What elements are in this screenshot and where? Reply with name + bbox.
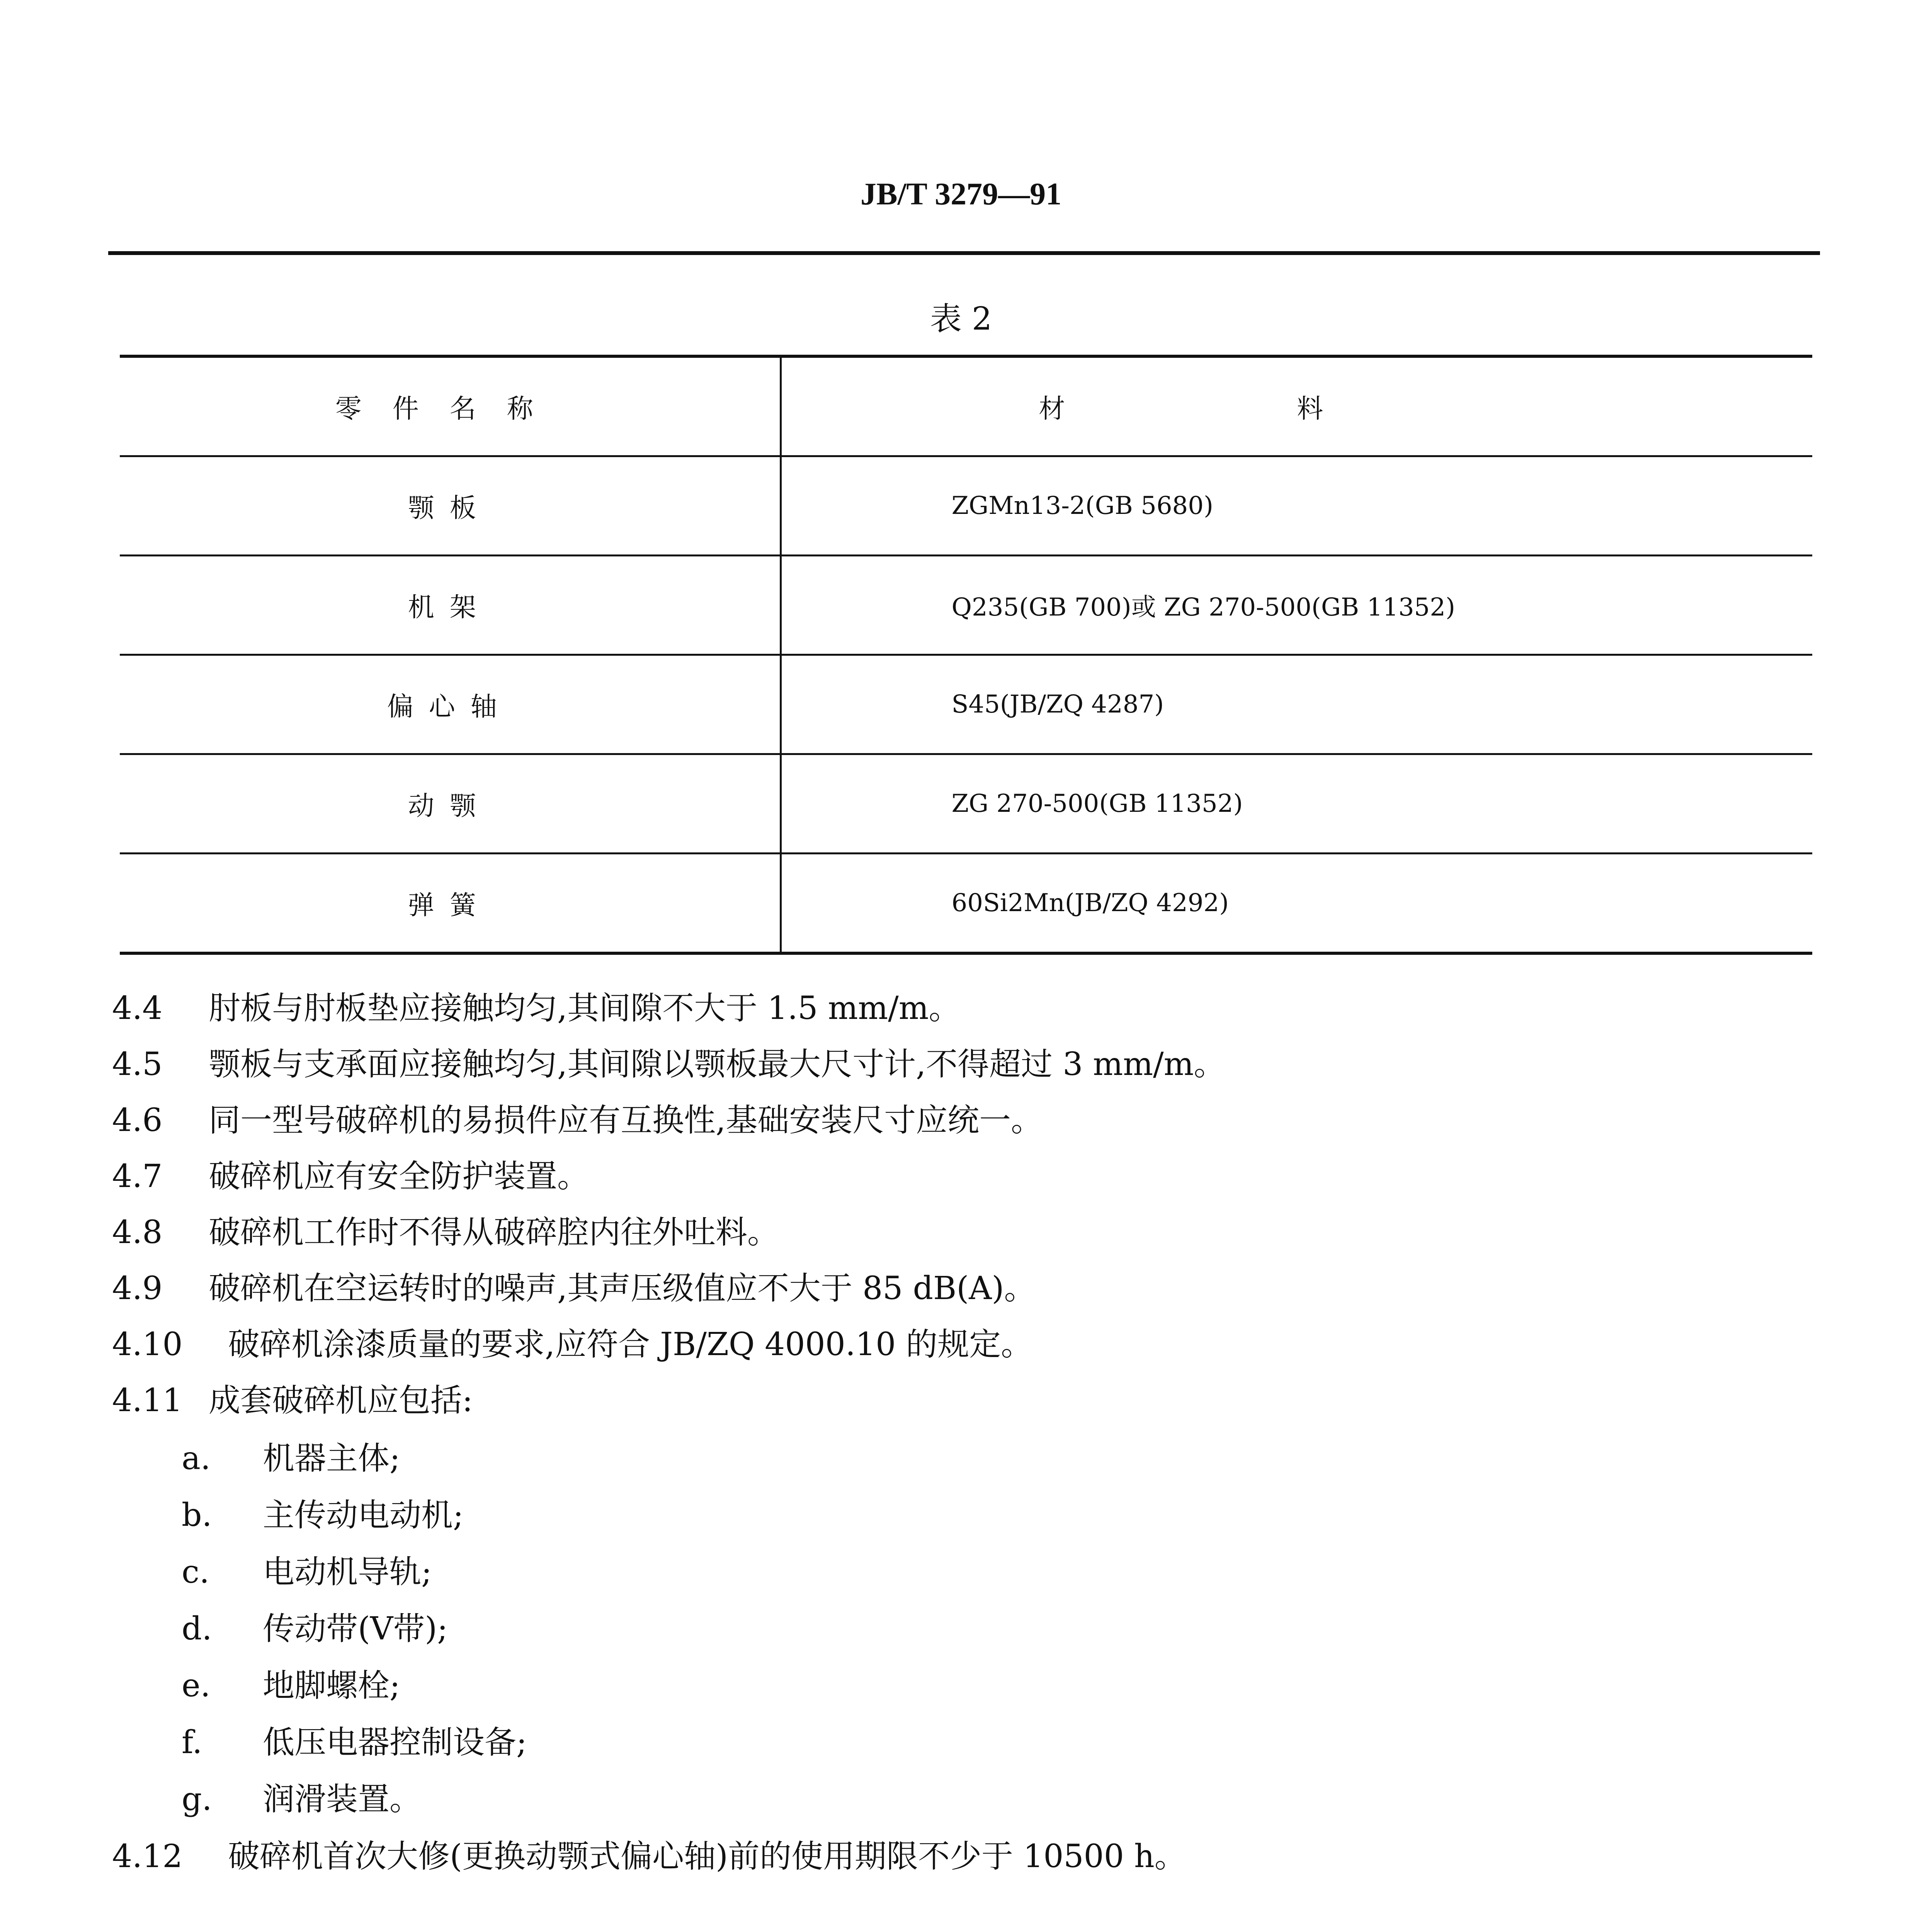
table-header-row xyxy=(120,356,1812,456)
table-row xyxy=(120,556,1812,655)
part-name-cell: 颚板 xyxy=(120,456,781,556)
material-cell: ZGMn13-2(GB 5680) xyxy=(781,456,1812,556)
part-name-cell: 机架 xyxy=(120,556,781,655)
materials-table xyxy=(120,355,1812,955)
material-cell: Q235(GB 700)或 ZG 270-500(GB 11352) xyxy=(781,556,1812,655)
table-row xyxy=(120,456,1812,556)
table-row xyxy=(120,854,1812,954)
header-rule xyxy=(108,251,1820,255)
part-name-cell: 弹簧 xyxy=(120,854,781,954)
standard-code-header: JB/T 3279—91 xyxy=(860,176,1062,211)
table-row xyxy=(120,655,1812,754)
part-name-cell: 偏心轴 xyxy=(120,655,781,754)
header-part-name: 零件名称 xyxy=(120,356,781,456)
header-material: 材料 xyxy=(781,356,1812,456)
material-cell: 60Si2Mn(JB/ZQ 4292) xyxy=(781,854,1812,954)
material-cell: ZG 270-500(GB 11352) xyxy=(781,754,1812,854)
table-caption: 表 2 xyxy=(930,301,992,337)
material-cell: S45(JB/ZQ 4287) xyxy=(781,655,1812,754)
table-row xyxy=(120,754,1812,854)
part-name-cell: 动颚 xyxy=(120,754,781,854)
